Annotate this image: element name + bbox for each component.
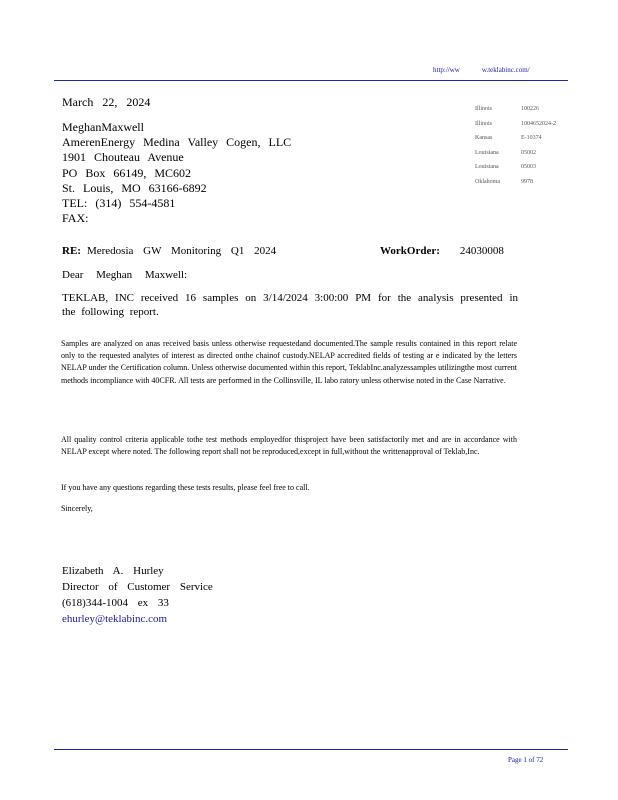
signer-phone: (618)344-1004 ex 33 (62, 597, 169, 609)
cert-state: Kansas (475, 135, 493, 142)
cert-state: Louisiana (475, 149, 499, 156)
signer-name: Elizabeth A. Hurley (62, 565, 164, 577)
body-paragraph-1: Samples are analyzed on anas received basis unless otherwise requestedand documented.The sample results contained in this report relate only to the requested analytes of interest as directed onthe chainof custody.NELAP accredited fields of testing ar e indicated by the letters NELAP under the Certification column. Unless otherwise documented within this report, TeklabInc.analyzessamples utilizingthe most current methods incompliance with 40CFR. All tests are performed in the Collinsville, IL labo ratory unless otherwise noted in the Case Narrative. (61, 339, 517, 385)
recipient-name: MeghanMaxwell (62, 120, 144, 134)
recipient-po-box: PO Box 66149, MC602 (62, 165, 192, 180)
re-label: RE: (62, 245, 81, 257)
intro-paragraph: TEKLAB, INC received 16 samples on 3/14/2024 3:00:00 PM for the analysis presented in the following report. (62, 292, 518, 318)
recipient-address (62, 120, 291, 226)
cert-number: 05002 (521, 149, 536, 156)
certification-row (475, 160, 556, 175)
workorder-label: WorkOrder: (380, 245, 440, 257)
salutation: Dear Meghan Maxwell: (62, 269, 188, 281)
signer-title: Director of Customer Service (62, 581, 213, 593)
website-url[interactable] (433, 66, 552, 74)
re-text: Meredosia GW Monitoring Q1 2024 (86, 245, 277, 257)
body-paragraph-2: All quality control criteria applicable tothe test methods employedfor thisproject have been satisfactorily met and are in accordance with NELAP except where noted. The following report shall not be reproduced,except in full,without the writtenapproval of Teklab,Inc. (61, 435, 517, 457)
cert-number: 100226 (521, 106, 539, 112)
page-number: Page 1 of 72 (508, 756, 544, 764)
certification-row (475, 117, 556, 132)
certification-row (475, 102, 556, 117)
header-rule (54, 80, 568, 81)
recipient-fax: FAX: (62, 211, 89, 226)
cert-number: 1004652024-2 (521, 120, 556, 127)
recipient-tel: TEL: (314) 554-4581 (62, 196, 176, 211)
signature-block (62, 563, 213, 627)
subject-line (62, 245, 276, 257)
certification-row (475, 146, 556, 161)
cert-state: Oklahoma (475, 178, 500, 185)
cert-state: Illinois (475, 120, 493, 127)
body-paragraph-3: If you have any questions regarding these tests results, please feel free to call. (61, 483, 310, 492)
url-part-2: w.teklabinc.com/ (481, 66, 530, 74)
cert-state: Illinois (475, 106, 493, 112)
certification-row (475, 131, 556, 146)
url-part-1: http://ww (433, 66, 460, 74)
recipient-company: AmerenEnergy Medina Valley Cogen, LLC (62, 135, 292, 150)
cert-state: Louisiana (475, 164, 499, 171)
workorder-value: 24030008 (459, 245, 504, 257)
signer-email-link[interactable]: ehurley@teklabinc.com (62, 613, 168, 625)
footer-rule (54, 749, 568, 750)
cert-number: 9978 (521, 178, 533, 185)
work-order (380, 245, 504, 257)
letter-date: March 22, 2024 (62, 95, 151, 109)
cert-number: 05003 (521, 164, 536, 171)
closing: Sincerely, (61, 504, 93, 513)
certification-row (475, 175, 556, 190)
cert-number: E-10374 (521, 135, 542, 142)
certification-list (475, 102, 556, 190)
recipient-street: 1901 Chouteau Avenue (62, 150, 184, 165)
recipient-city: St. Louis, MO 63166-6892 (62, 180, 207, 195)
